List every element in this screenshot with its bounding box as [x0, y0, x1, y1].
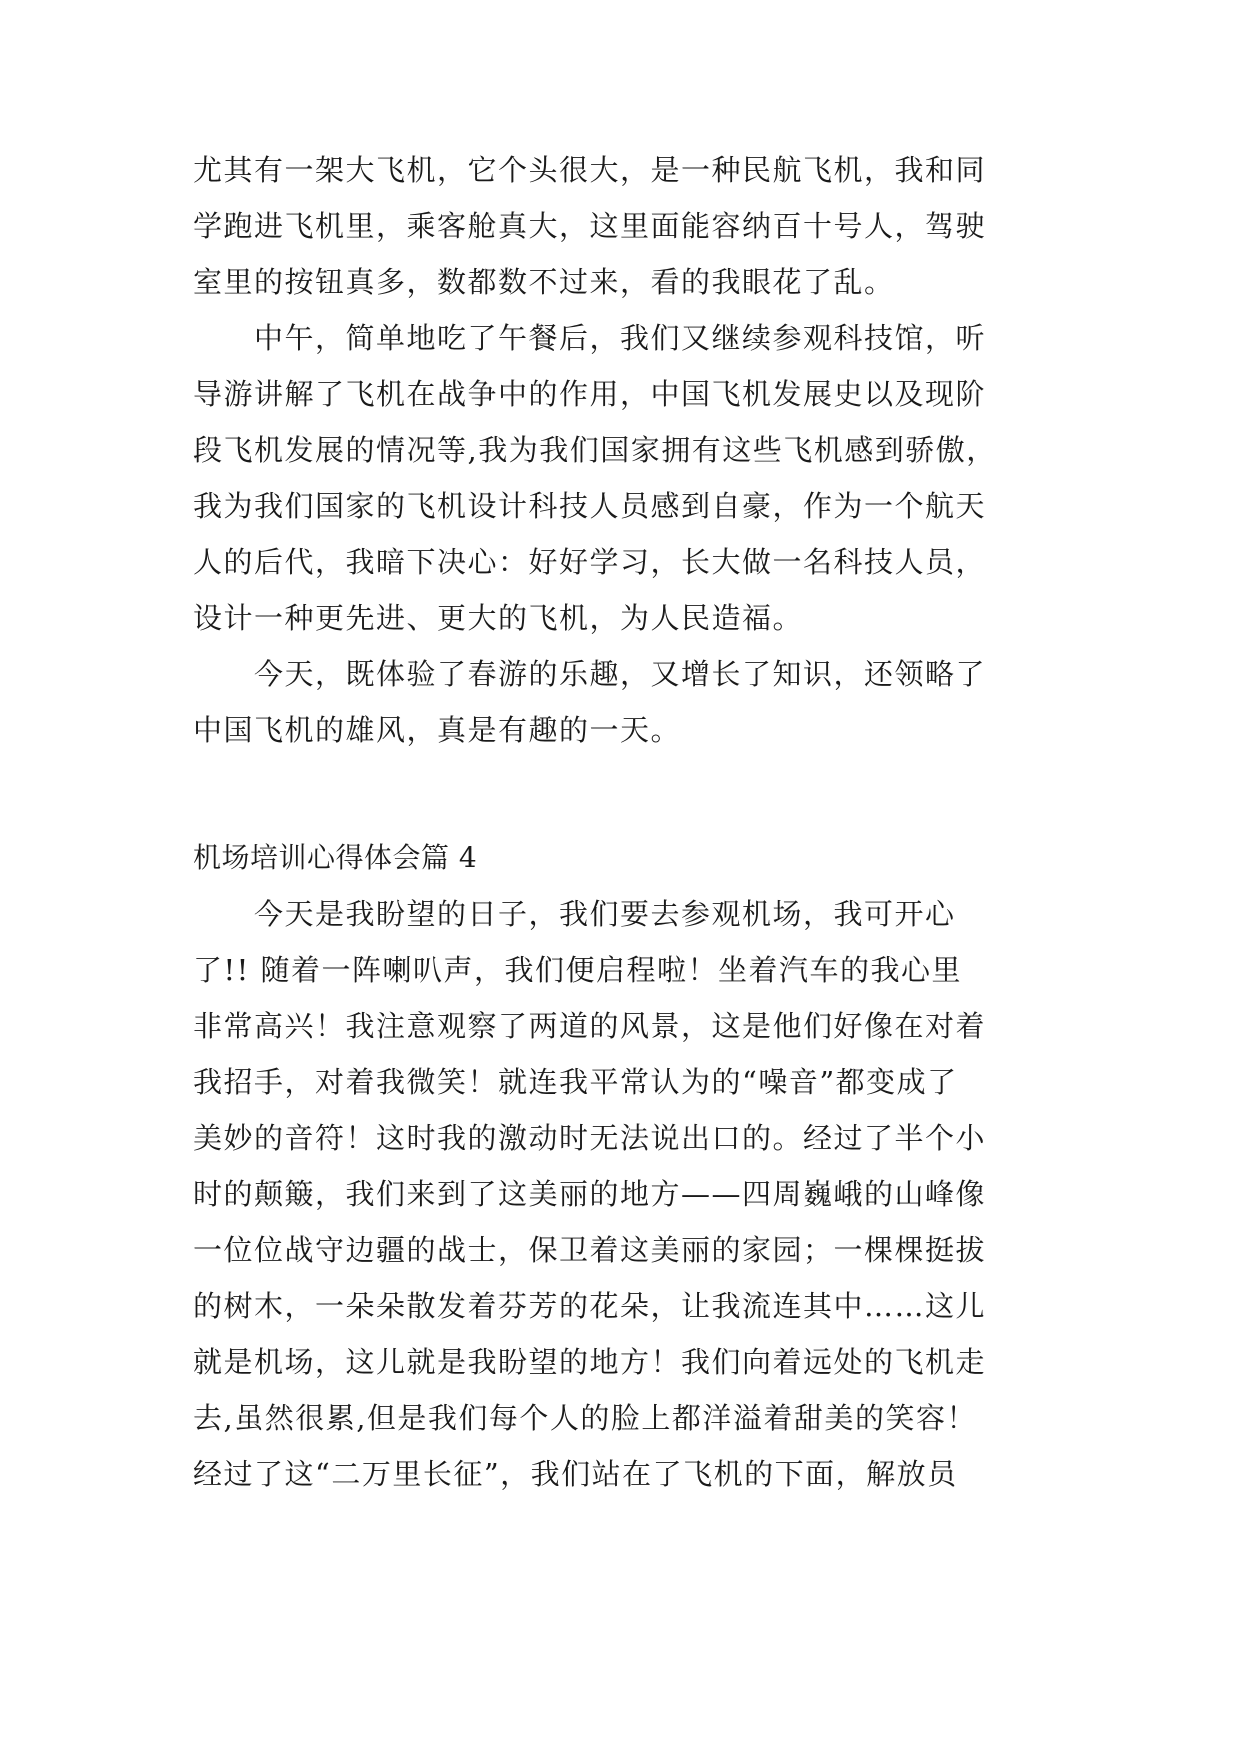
text-line: 的树木，一朵朵散发着芬芳的花朵，让我流连其中……这儿	[193, 1289, 987, 1323]
text-line: 美妙的音符！这时我的激动时无法说出口的。经过了半个小	[193, 1121, 987, 1155]
text-line: 学跑进飞机里，乘客舱真大，这里面能容纳百十号人，驾驶	[193, 209, 987, 243]
text-line: 经过了这“二万里长征”，我们站在了飞机的下面，解放员	[193, 1457, 958, 1491]
text-line: 了!! 随着一阵喇叭声，我们便启程啦！坐着汽车的我心里	[193, 953, 963, 987]
text-line: 中午，简单地吃了午餐后，我们又继续参观科技馆，听	[193, 321, 987, 355]
text-line: 非常高兴！我注意观察了两道的风景，这是他们好像在对着	[193, 1009, 987, 1043]
text-line: 就是机场，这儿就是我盼望的地方！我们向着远处的飞机走	[193, 1345, 987, 1379]
text-line: 人的后代，我暗下决心：好好学习，长大做一名科技人员，	[193, 545, 987, 579]
text-line: 尤其有一架大飞机，它个头很大，是一种民航飞机，我和同	[193, 153, 987, 187]
text-line: 去,虽然很累,但是我们每个人的脸上都洋溢着甜美的笑容！	[193, 1401, 977, 1435]
text-line: 今天，既体验了春游的乐趣，又增长了知识，还领略了	[193, 657, 987, 691]
text-line: 设计一种更先进、更大的飞机，为人民造福。	[193, 601, 804, 635]
text-line: 我为我们国家的飞机设计科技人员感到自豪，作为一个航天	[193, 489, 987, 523]
text-line: 今天是我盼望的日子，我们要去参观机场，我可开心	[193, 897, 956, 931]
text-line: 一位位战守边疆的战士，保卫着这美丽的家园；一棵棵挺拔	[193, 1233, 987, 1267]
text-line: 我招手，对着我微笑！就连我平常认为的“噪音”都变成了	[193, 1065, 958, 1099]
section-heading: 机场培训心得体会篇 4	[193, 841, 478, 874]
text-line: 导游讲解了飞机在战争中的作用，中国飞机发展史以及现阶	[193, 377, 987, 411]
text-line: 时的颠簸，我们来到了这美丽的地方——四周巍峨的山峰像	[193, 1177, 987, 1211]
text-line: 室里的按钮真多，数都数不过来，看的我眼花了乱。	[193, 265, 895, 299]
text-line: 中国飞机的雄风，真是有趣的一天。	[193, 713, 682, 747]
text-line: 段飞机发展的情况等,我为我们国家拥有这些飞机感到骄傲，	[193, 433, 997, 467]
